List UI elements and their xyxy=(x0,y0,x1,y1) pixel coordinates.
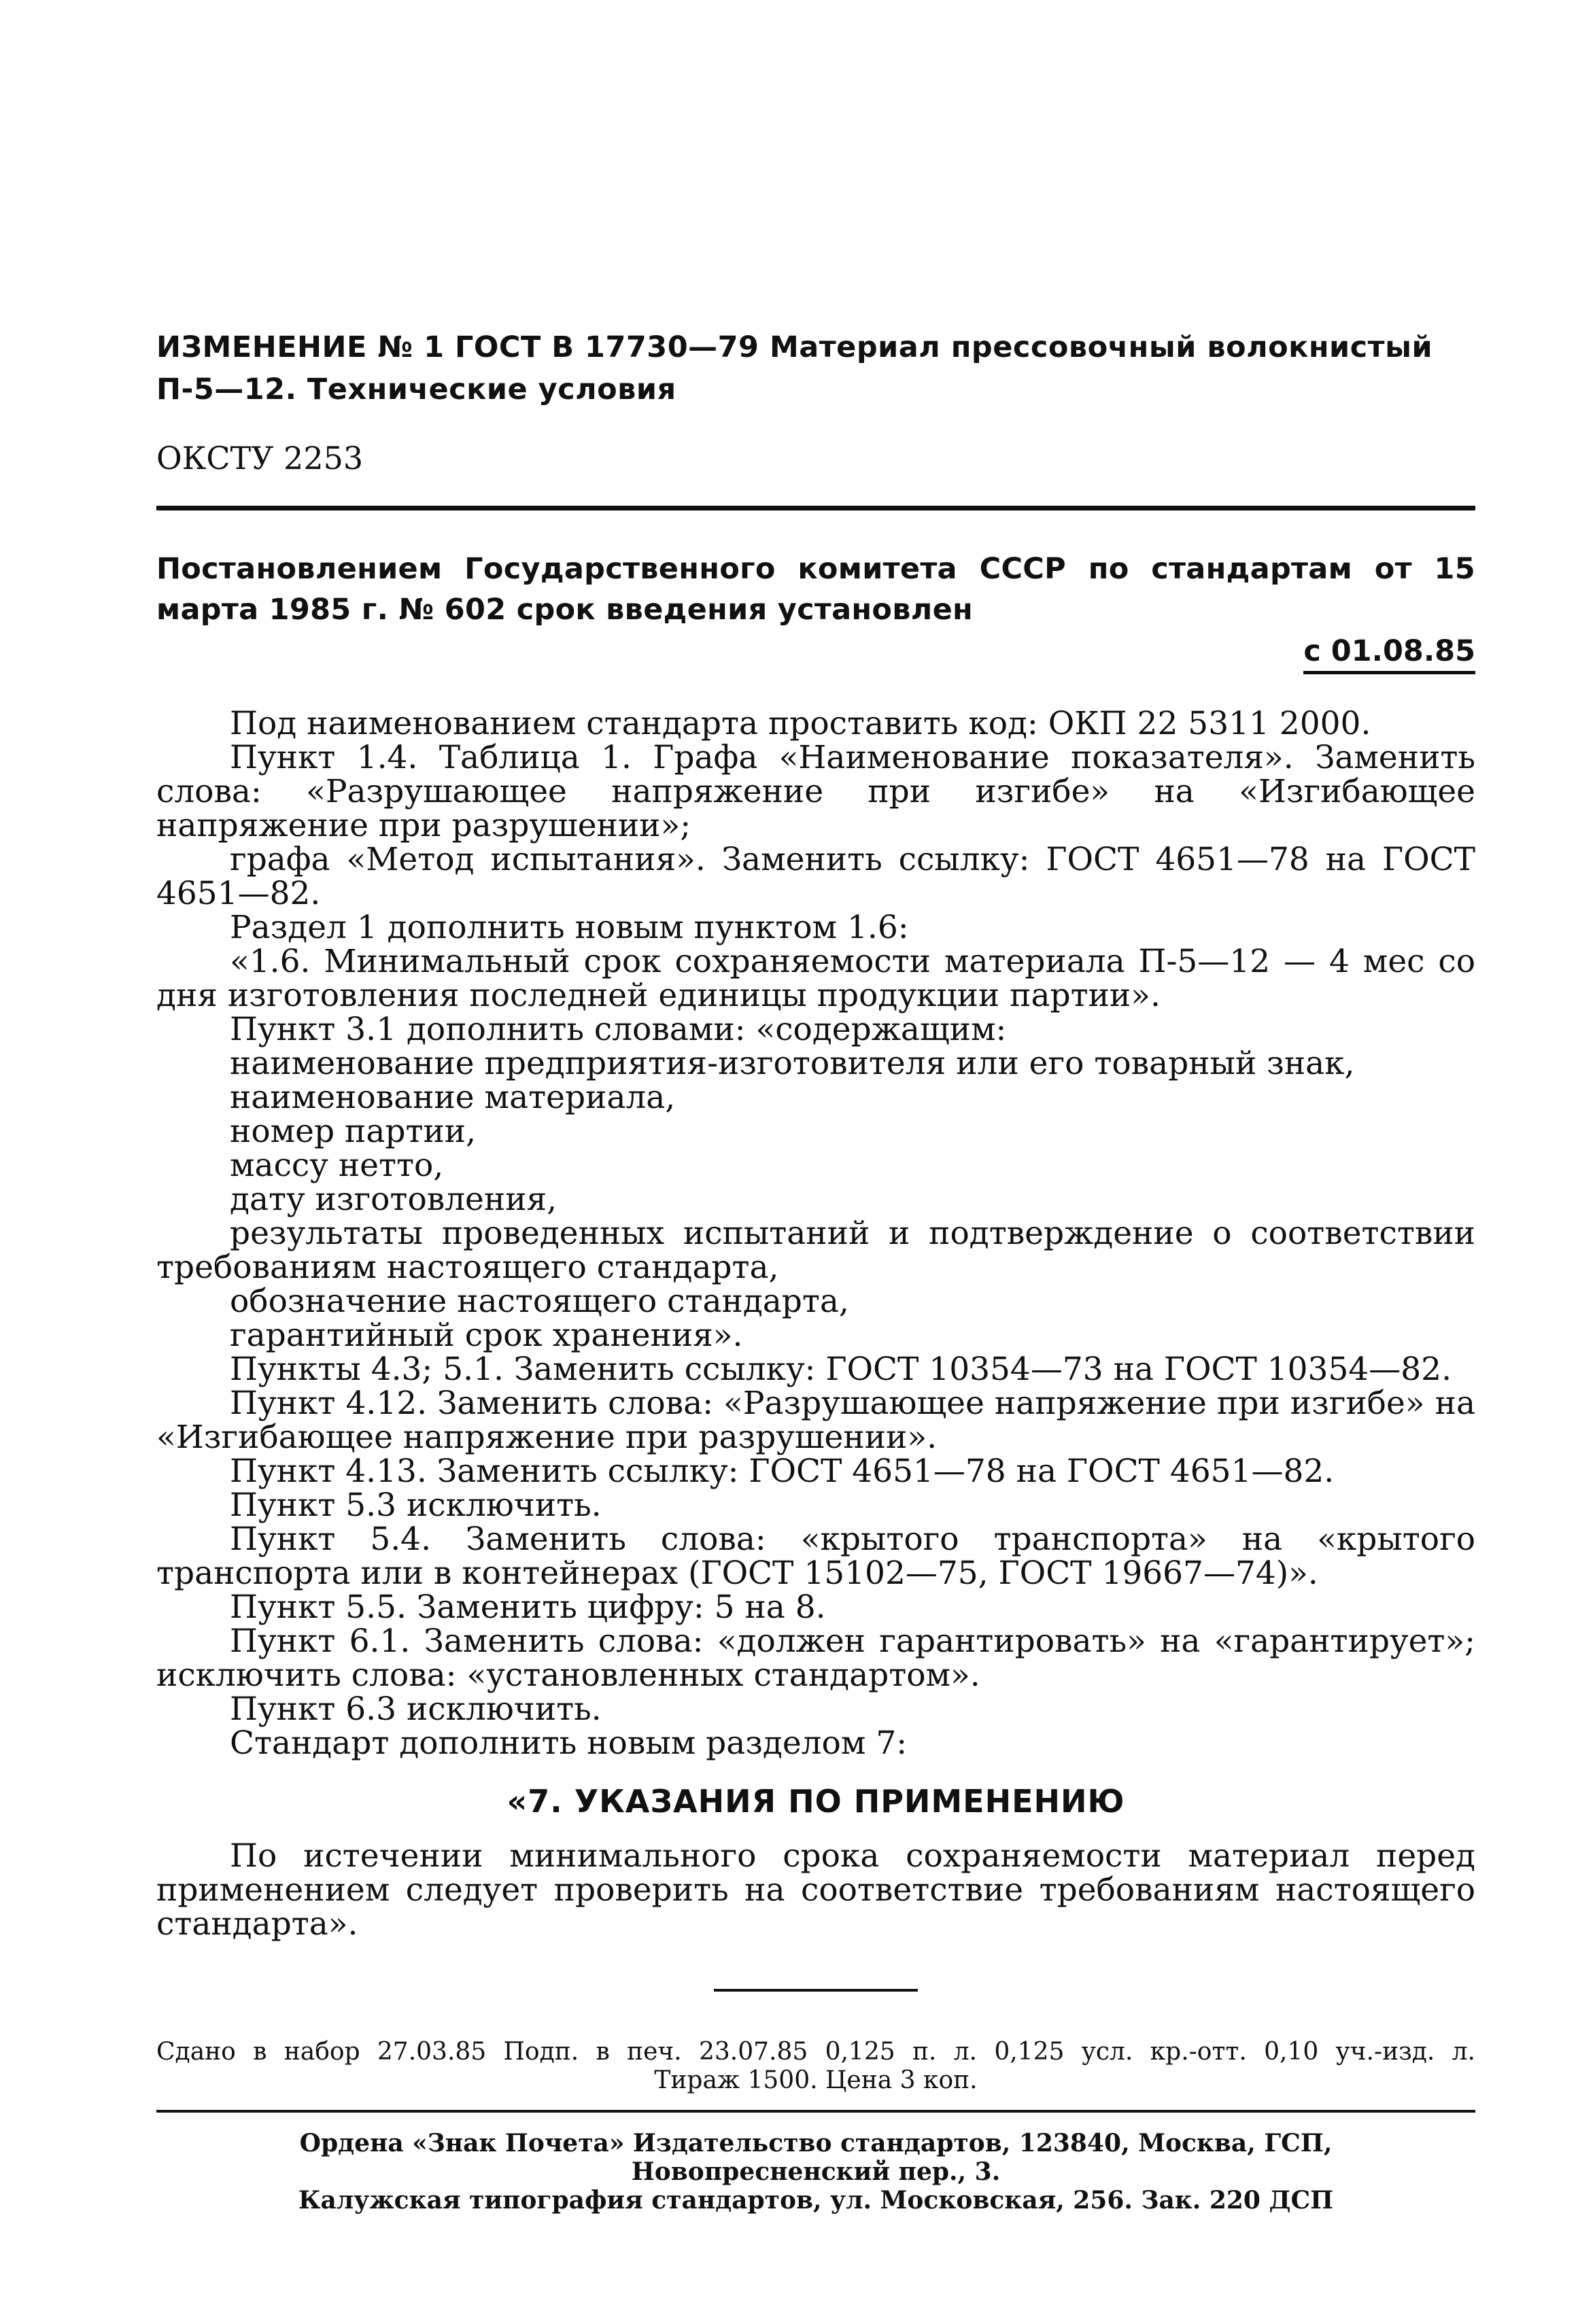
list-item: наименование материала, xyxy=(230,1079,676,1116)
decree-date-block xyxy=(156,633,1475,674)
header-divider xyxy=(156,506,1475,510)
imprint-line: Сдано в набор 27.03.85 Подп. в печ. 23.07.85 0,125 п. л. 0,125 усл. кр.-отт. 0,10 уч.-изд. л. xyxy=(156,2038,1475,2066)
list-item: обозначение настоящего стандарта, xyxy=(230,1283,849,1320)
amendment-title-line1: ИЗМЕНЕНИЕ № 1 ГОСТ В 17730—79 Материал прессовочный волокнистый xyxy=(156,330,1433,364)
decree-text: Постановлением Государственного комитета СССР по стандартам от 15 марта 1985 г. № 602 срок введения установлен xyxy=(156,552,1475,627)
list-item: наименование предприятия-изготовителя или его товарный знак, xyxy=(230,1045,1355,1082)
publisher-line: Калужская типография стандартов, ул. Московская, 256. Зак. 220 ДСП xyxy=(298,2186,1334,2215)
body-paragraph: Пункт 5.4. Заменить слова: «крытого транспорта» на «крытого транспорта или в контейнерах (ГОСТ 15102—75, ГОСТ 19667—74)». xyxy=(156,1521,1475,1592)
list-item: номер партии, xyxy=(230,1113,477,1150)
body-paragraph: Пункт 6.3 исключить. xyxy=(230,1690,602,1728)
publisher-line: Ордена «Знак Почета» Издательство стандартов, 123840, Москва, ГСП, xyxy=(299,2129,1333,2157)
body-paragraph: Раздел 1 дополнить новым пунктом 1.6: xyxy=(230,909,909,946)
body-paragraph: Пункт 5.3 исключить. xyxy=(230,1487,602,1524)
amendment-title-line2: П-5—12. Технические условия xyxy=(156,372,676,406)
list-item: массу нетто, xyxy=(230,1147,444,1184)
body-paragraph: Пункт 3.1 дополнить словами: «содержащим: xyxy=(230,1011,1007,1048)
amendment-body xyxy=(156,707,1475,1941)
body-paragraph: Стандарт дополнить новым разделом 7: xyxy=(230,1724,908,1762)
publisher-info xyxy=(156,2129,1475,2215)
amendment-title xyxy=(156,326,1475,411)
footer-divider xyxy=(156,2110,1475,2113)
body-paragraph: графа «Метод испытания». Заменить ссылку: ГОСТ 4651—78 на ГОСТ 4651—82. xyxy=(156,841,1475,912)
list-item: результаты проведенных испытаний и подтверждение о соответствии требованиям настоящего стандарта, xyxy=(156,1215,1475,1286)
publisher-line: Новопресненский пер., 3. xyxy=(631,2157,1001,2186)
body-paragraph: Под наименованием стандарта проставить код: ОКП 22 5311 2000. xyxy=(230,705,1371,742)
body-paragraph: Пункт 5.5. Заменить цифру: 5 на 8. xyxy=(230,1589,826,1626)
body-paragraph: Пункт 4.12. Заменить слова: «Разрушающее напряжение при изгибе» на «Изгибающее напряжение при разрушении». xyxy=(156,1385,1475,1456)
list-item: гарантийный срок хранения». xyxy=(230,1317,743,1354)
document-page xyxy=(156,326,1475,2215)
print-imprint xyxy=(156,2038,1475,2095)
list-item: дату изготовления, xyxy=(230,1181,558,1218)
body-paragraph: Пункт 6.1. Заменить слова: «должен гарантировать» на «гарантирует»; исключить слова: «установленных стандартом». xyxy=(156,1623,1475,1694)
okstu-code: ОКСТУ 2253 xyxy=(156,440,364,476)
effective-date: с 01.08.85 xyxy=(1303,633,1475,674)
body-paragraph: Пункты 4.3; 5.1. Заменить ссылку: ГОСТ 10354—73 на ГОСТ 10354—82. xyxy=(230,1351,1452,1388)
short-divider xyxy=(714,1989,918,1992)
section-7-text: По истечении минимального срока сохраняемости материал перед применением следует проверить на соответствие требованиям настоящего стандарта». xyxy=(156,1837,1475,1943)
section-7-heading: «7. УКАЗАНИЯ ПО ПРИМЕНЕНИЮ xyxy=(507,1783,1125,1820)
body-paragraph: «1.6. Минимальный срок сохраняемости материала П-5—12 — 4 мес со дня изготовления последней единицы продукции партии». xyxy=(156,943,1475,1014)
body-paragraph: Пункт 4.13. Заменить ссылку: ГОСТ 4651—78 на ГОСТ 4651—82. xyxy=(230,1453,1335,1490)
body-paragraph: Пункт 1.4. Таблица 1. Графа «Наименование показателя». Заменить слова: «Разрушающее напряжение при изгибе» на «Изгибающее напряжение при разрушении»; xyxy=(156,739,1475,844)
imprint-line: Тираж 1500. Цена 3 коп. xyxy=(654,2066,978,2094)
